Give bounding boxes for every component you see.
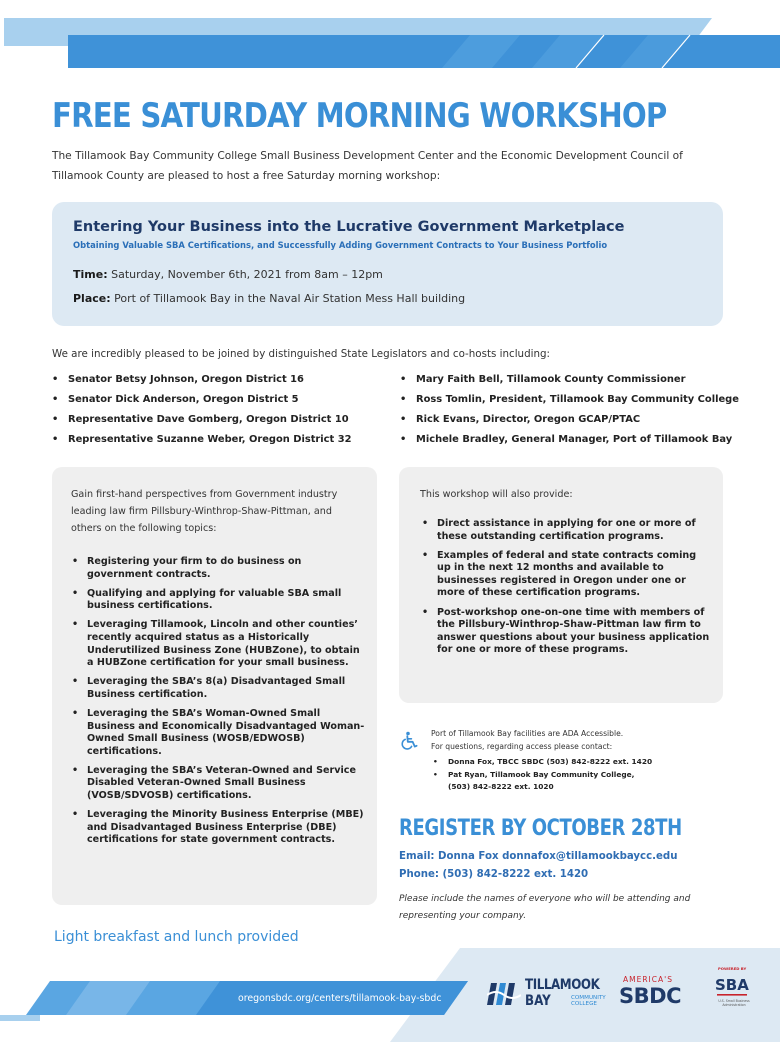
list-item: • Leveraging the Minority Business Enterprise (MBE) and Disadvantaged Business Enterprise (DBE) certifications for state government contracts. [68,809,368,847]
guest-list-right [400,373,739,453]
contact-2-phone: (503) 842-8222 ext. 1020 [448,782,554,792]
event-subtitle: Obtaining Valuable SBA Certifications, and Successfully Adding Government Contracts to Your Business Portfolio [73,240,608,250]
provides-list [418,518,710,663]
logo-community-college-text: COMMUNITY COLLEGE [571,995,606,1008]
register-email[interactable]: Email: Donna Fox donnafox@tillamookbaycc.edu [399,851,678,862]
ada-contacts [431,756,652,794]
event-place [73,292,465,305]
guests-intro: We are incredibly pleased to be joined by distinguished State Legislators and co-hosts including: [52,348,551,360]
register-phone[interactable]: Phone: (503) 842-8222 ext. 1420 [399,869,589,880]
list-item: • Leveraging the SBA’s Woman-Owned Small Business and Economically Disadvantaged Woman-Owned Small Business (WOSB/EDWOSB) certifications. [68,708,368,758]
list-item: • Registering your firm to do business on government contracts. [68,556,368,581]
americas-sbdc-logo [619,973,697,1009]
logo-bay-text: BAY [525,993,551,1009]
list-item: • Post-workshop one-on-one time with members of the Pillsbury-Winthrop-Shaw-Pittman law firm to answer questions about your business application for one or more of these programs. [418,607,710,657]
top-banner-graphic [0,0,780,75]
sbdc-main-text: SBDC [619,984,681,1008]
sbdc-top-text: AMERICA'S [623,975,673,984]
sba-underline [717,994,747,998]
time-label: Time: [73,268,108,281]
list-item: • Leveraging the SBA’s 8(a) Disadvantaged Small Business certification. [68,676,368,701]
wheelchair-icon [399,731,419,751]
list-item: • Michele Bradley, General Manager, Port of Tillamook Bay [400,433,739,453]
list-item: • Examples of federal and state contracts coming up in the next 12 months and available to businesses registered in Oregon under one or more of these certification programs. [418,550,710,600]
event-time [73,268,383,281]
logo-tillamook-text: TILLAMOOK [525,977,600,993]
sba-main-text: SBA [715,976,749,994]
place-label: Place: [73,292,111,305]
register-note: Please include the names of everyone who will be attending and representing your company. [399,894,691,921]
contact-2: • Pat Ryan, Tillamook Bay Community College, [448,769,635,779]
topics-intro: Gain first-hand perspectives from Government industry leading law firm Pillsbury-Winthrop-Shaw-Pittman, and others on the following topics: [71,489,338,534]
list-item: • Direct assistance in applying for one or more of these outstanding certification programs. [418,518,710,543]
sba-powered-text: POWERED BY [718,966,747,971]
topics-list [68,556,368,853]
time-value: Saturday, November 6th, 2021 from 8am – 12pm [111,268,383,281]
list-item [431,769,652,794]
list-item: • Qualifying and applying for valuable SBA small business certifications. [68,588,368,613]
footer-url-link[interactable]: oregonsbdc.org/centers/tillamook-bay-sbdc [238,993,442,1004]
guest-list-left [52,373,351,453]
list-item: • Leveraging Tillamook, Lincoln and other counties’ recently acquired status as a Historically Underutilized Business Zone (HUBZone), to obtain a HUBZone certification for your small business. [68,619,368,669]
list-item: • Representative Dave Gomberg, Oregon District 10 [52,413,351,433]
list-item: • Senator Dick Anderson, Oregon District 5 [52,393,351,413]
list-item: • Ross Tomlin, President, Tillamook Bay Community College [400,393,739,413]
ada-text [431,727,623,753]
register-title: REGISTER BY OCTOBER 28TH [399,816,682,841]
page-title: FREE SATURDAY MORNING WORKSHOP [52,96,667,136]
list-item: • Representative Suzanne Weber, Oregon District 32 [52,433,351,453]
list-item: • Leveraging the SBA’s Veteran-Owned and Service Disabled Veteran-Owned Small Business (VOSB/SDVOSB) certifications. [68,765,368,803]
tillamook-wave-icon [487,981,521,1007]
provides-panel [399,467,723,703]
event-details-box [52,202,723,326]
ada-line-1: Port of Tillamook Bay facilities are ADA Accessible. [431,729,624,738]
list-item: • Mary Faith Bell, Tillamook County Commissioner [400,373,739,393]
topics-panel [52,467,377,905]
place-value: Port of Tillamook Bay in the Naval Air Station Mess Hall building [114,292,466,305]
event-title: Entering Your Business into the Lucrative Government Marketplace [73,219,625,235]
breakfast-note: Light breakfast and lunch provided [54,929,299,945]
sba-small-text: U.S. Small Business Administration [718,999,750,1007]
list-item: • Rick Evans, Director, Oregon GCAP/PTAC [400,413,739,433]
list-item: • Senator Betsy Johnson, Oregon District 16 [52,373,351,393]
contact-1: Donna Fox, TBCC SBDC (503) 842-8222 ext. 1420 [448,757,653,766]
list-item [431,756,652,769]
sba-logo [715,966,751,1016]
intro-paragraph: The Tillamook Bay Community College Small Business Development Center and the Economic Development Council of Tillamook County are pleased to host a free Saturday morning workshop: [52,150,683,182]
tillamook-bay-logo [487,977,605,1013]
ada-line-2: For questions, regarding access please contact: [431,742,613,751]
provides-intro: This workshop will also provide: [420,489,573,500]
